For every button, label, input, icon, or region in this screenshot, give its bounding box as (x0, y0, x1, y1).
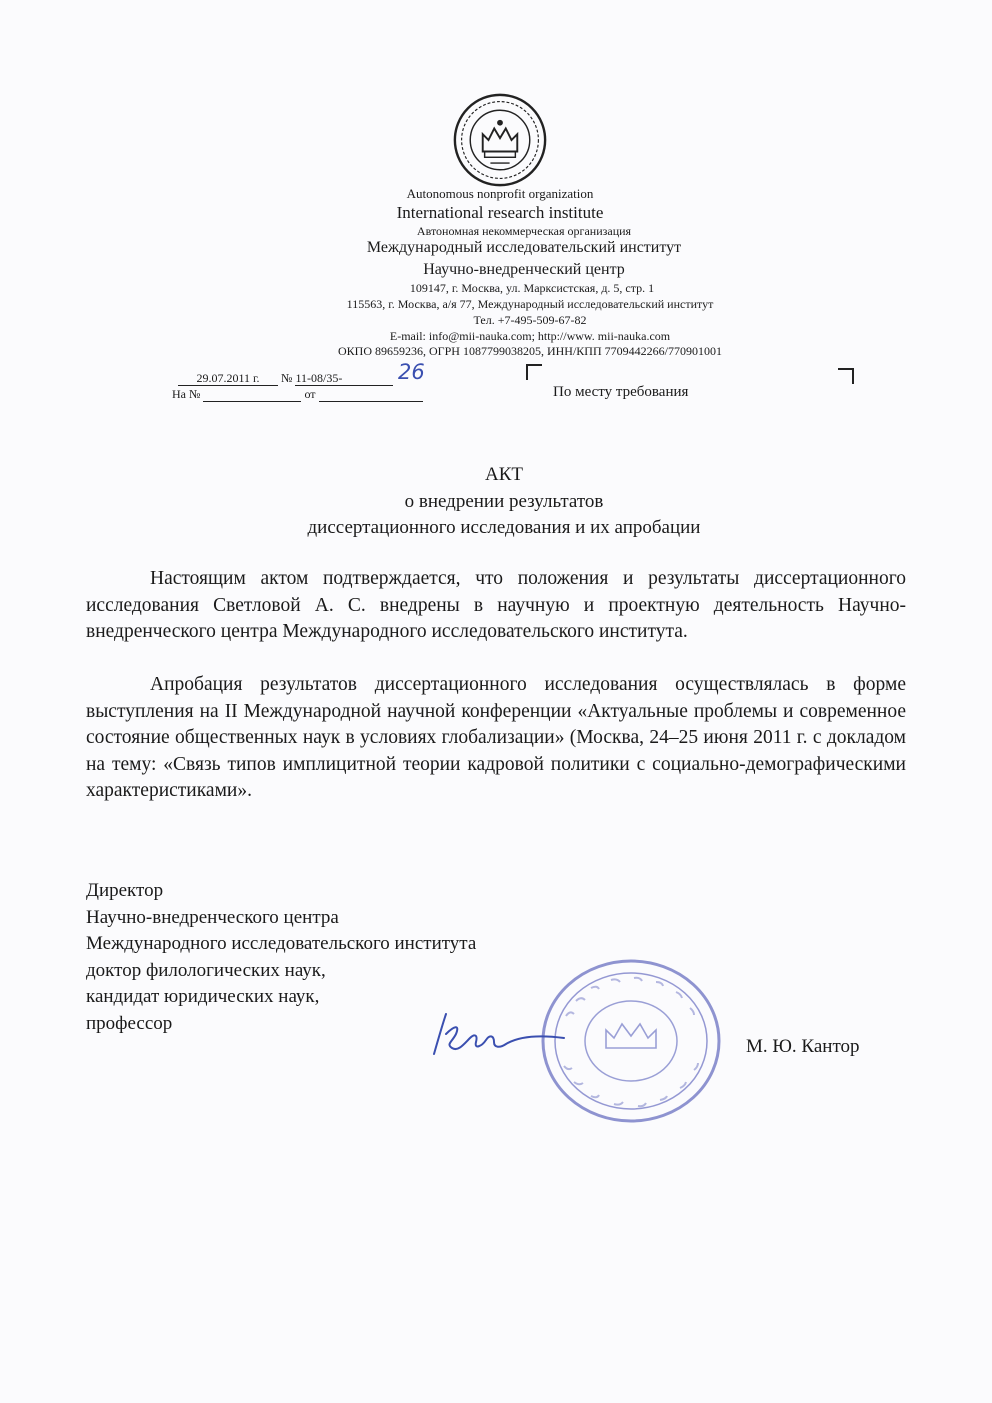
reference-number-label: № (281, 371, 293, 385)
letterhead-address-2: 115563, г. Москва, а/я 77, Международный исследовательский институт (346, 297, 714, 311)
signatory-line: Научно-внедренческого центра (86, 906, 339, 928)
letterhead-email: E-mail: info@mii-nauka.com; http://www. mii-nauka.com (389, 329, 671, 343)
letterhead-address-1: 109147, г. Москва, ул. Марксистская, д. 5, стр. 1 (409, 281, 655, 295)
letterhead-org-type-ru: Автономная некоммерческая организация (416, 224, 632, 238)
address-corner-left (526, 364, 542, 380)
document-subtitle-1: о внедрении результатов (404, 491, 604, 512)
signatory-line: профессор (86, 1012, 173, 1034)
letterhead-registry: ОКПО 89659236, ОГРН 1087799038205, ИНН/КПП 7709442266/770901001 (338, 344, 722, 358)
signatory-line: кандидат юридических наук, (86, 986, 320, 1007)
body-paragraph-1: Настоящим актом подтверждается, что положения и результаты диссертационного исследования Светловой А. С. внедрены в научную и проектную деятельность Научно-внедренческого центра Международного исследовательского института. (86, 568, 906, 642)
on-number-label: На № (172, 387, 201, 401)
from-label: от (304, 387, 316, 401)
document-title: АКТ (485, 464, 523, 485)
incoming-reference (172, 387, 423, 402)
letterhead-org-name-ru: Международный исследовательский институт (366, 239, 682, 256)
signatory-line: Директор (86, 880, 164, 901)
on-number-blank (203, 388, 301, 402)
signatory-line: доктор филологических наук, (86, 959, 326, 981)
reference-number: 11-08/35- (295, 372, 393, 386)
institute-seal-icon (452, 92, 548, 188)
handwritten-signature-icon (424, 1004, 574, 1064)
addressee: По месту требования (553, 384, 689, 400)
from-date-blank (319, 388, 423, 402)
signatory-line: Международного исследовательского института (86, 933, 477, 954)
letterhead-center-name: Научно-внедренческий центр (423, 261, 625, 278)
body-paragraph-2: Апробация результатов диссертационного исследования осуществлялась в форме выступления на II Международной научной конференции «Актуальные проблемы и современное состояние общественных наук в условиях глобализации» (Москва, 24–25 июня 2011 г. с докладом на тему: «Связь типов имплицитной теории кадровой политики с социально-демографическими характеристиками». (86, 674, 906, 801)
outgoing-reference (178, 371, 393, 386)
signatory-title-block (86, 878, 476, 1037)
letterhead-phone: Тел. +7-495-509-67-82 (473, 313, 587, 327)
address-corner-right (838, 368, 854, 384)
handwritten-number: 26 (398, 360, 425, 384)
letterhead-org-type-en: Autonomous nonprofit organization (406, 186, 594, 201)
letterhead-org-name-en: International research institute (396, 203, 604, 222)
reference-date: 29.07.2011 г. (178, 372, 278, 386)
document-subtitle-2: диссертационного исследования и их апробации (307, 517, 701, 538)
signer-name: М. Ю. Кантор (746, 1036, 860, 1057)
